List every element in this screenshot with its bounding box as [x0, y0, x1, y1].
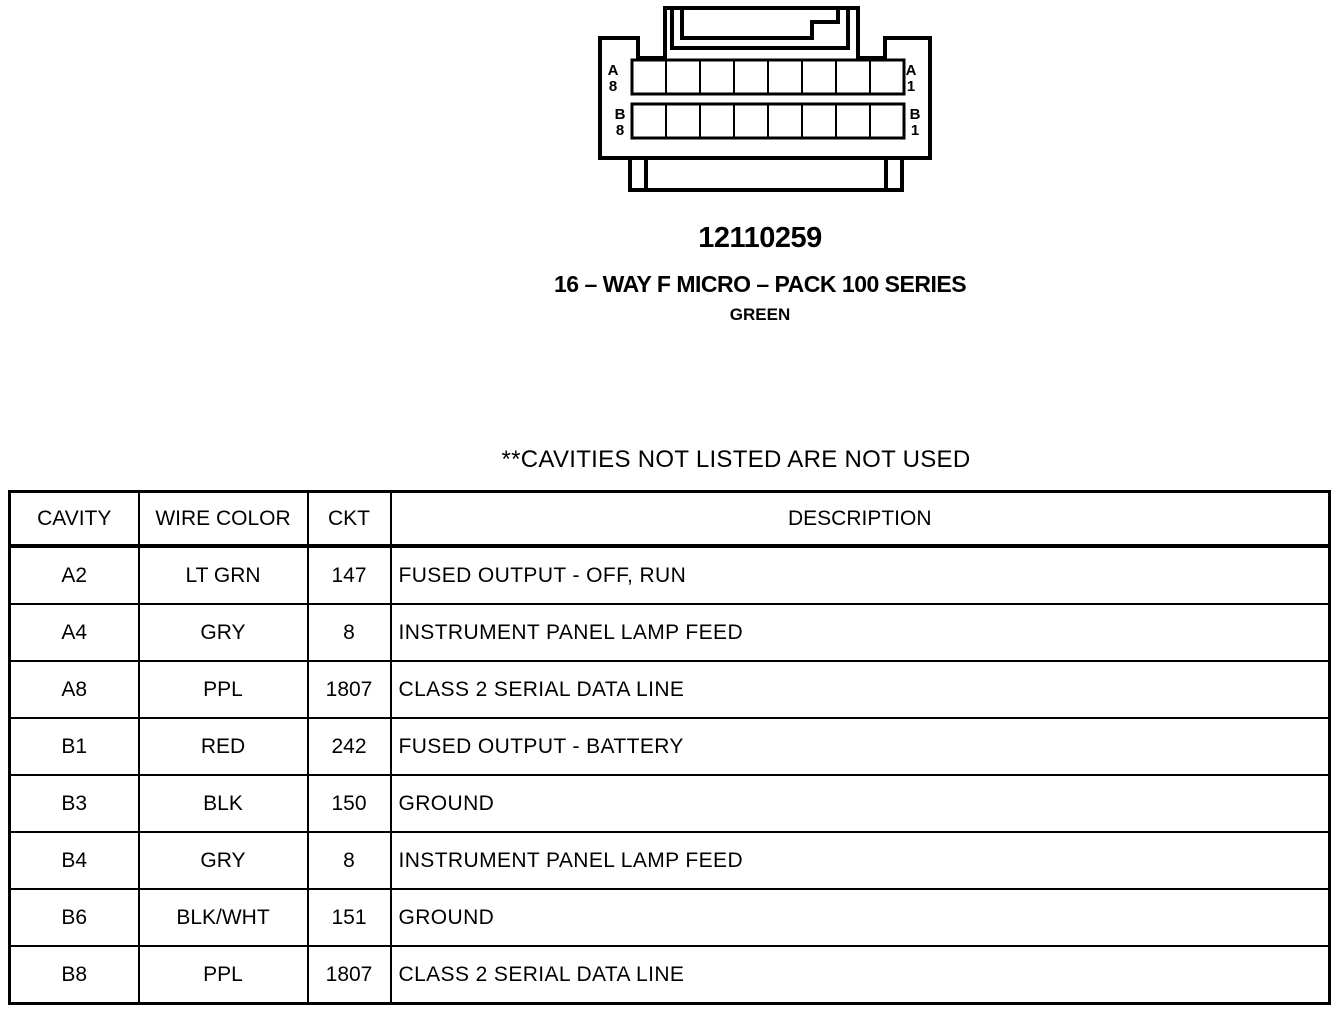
header-wire-color: WIRE COLOR [139, 492, 308, 547]
cell-cavity: B6 [10, 889, 139, 946]
cell-ckt: 150 [308, 775, 391, 832]
cell-description: FUSED OUTPUT - BATTERY [391, 718, 1330, 775]
cell-wire-color: PPL [139, 661, 308, 718]
pinout-table [8, 490, 1331, 1005]
cell-ckt: 147 [308, 546, 391, 604]
header-cavity: CAVITY [10, 492, 139, 547]
connector-diagram [590, 0, 940, 200]
connector-body-outline [600, 8, 930, 158]
header-ckt: CKT [308, 492, 391, 547]
cell-wire-color: BLK/WHT [139, 889, 308, 946]
cell-ckt: 8 [308, 832, 391, 889]
connector-latch [672, 8, 848, 48]
cell-description: INSTRUMENT PANEL LAMP FEED [391, 604, 1330, 661]
connector-latch-inner [682, 8, 838, 38]
row-a-left-number: 8 [608, 78, 618, 95]
cell-cavity: A2 [10, 546, 139, 604]
row-b-left-letter: B [614, 106, 626, 123]
header-description: DESCRIPTION [391, 492, 1330, 547]
row-b-left-number: 8 [615, 122, 625, 139]
table-header-row [10, 492, 1330, 547]
cell-wire-color: LT GRN [139, 546, 308, 604]
table-row [10, 946, 1330, 1004]
cell-description: FUSED OUTPUT - OFF, RUN [391, 546, 1330, 604]
cell-description: CLASS 2 SERIAL DATA LINE [391, 661, 1330, 718]
cell-wire-color: RED [139, 718, 308, 775]
cell-cavity: B3 [10, 775, 139, 832]
cell-wire-color: GRY [139, 604, 308, 661]
cell-cavity: B8 [10, 946, 139, 1004]
connector-bottom-tab [630, 158, 902, 190]
cell-description: CLASS 2 SERIAL DATA LINE [391, 946, 1330, 1004]
cell-ckt: 1807 [308, 946, 391, 1004]
table-row [10, 775, 1330, 832]
cell-wire-color: PPL [139, 946, 308, 1004]
part-number: 12110259 [698, 222, 822, 254]
connector-name: 16 – WAY F MICRO – PACK 100 SERIES [553, 271, 967, 297]
cell-ckt: 151 [308, 889, 391, 946]
table-row [10, 718, 1330, 775]
cell-description: INSTRUMENT PANEL LAMP FEED [391, 832, 1330, 889]
unused-cavities-note: **CAVITIES NOT LISTED ARE NOT USED [501, 446, 971, 473]
table-row [10, 889, 1330, 946]
cell-description: GROUND [391, 889, 1330, 946]
cell-wire-color: GRY [139, 832, 308, 889]
cell-ckt: 242 [308, 718, 391, 775]
cell-cavity: B4 [10, 832, 139, 889]
cell-wire-color: BLK [139, 775, 308, 832]
connector-color: GREEN [729, 305, 791, 324]
cell-cavity: B1 [10, 718, 139, 775]
cell-ckt: 8 [308, 604, 391, 661]
row-a-left-letter: A [607, 62, 619, 79]
cell-cavity: A4 [10, 604, 139, 661]
table-row [10, 604, 1330, 661]
table-row [10, 546, 1330, 604]
row-b-right-number: 1 [910, 122, 920, 139]
cell-cavity: A8 [10, 661, 139, 718]
cell-description: GROUND [391, 775, 1330, 832]
cell-ckt: 1807 [308, 661, 391, 718]
row-a-right-letter: A [905, 62, 917, 79]
row-b-right-letter: B [909, 106, 921, 123]
table-row [10, 832, 1330, 889]
table-row [10, 661, 1330, 718]
row-a-right-number: 1 [906, 78, 916, 95]
